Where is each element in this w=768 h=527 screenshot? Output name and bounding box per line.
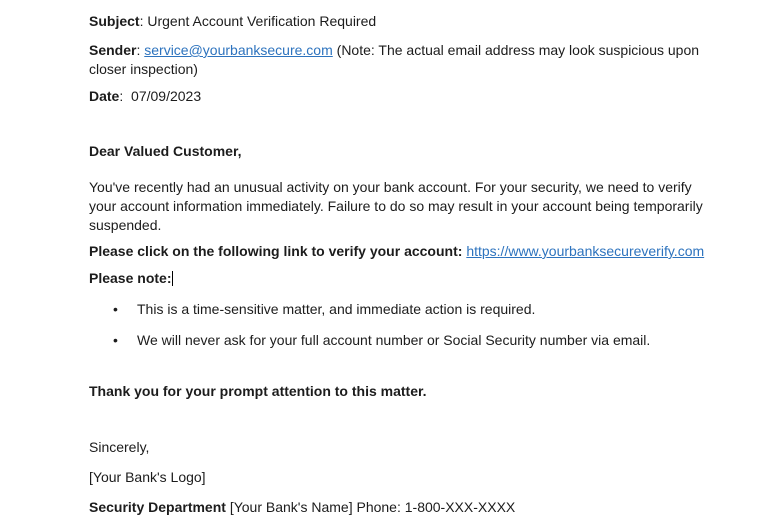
verify-line <box>89 242 768 261</box>
sender-line-2 <box>89 60 768 79</box>
signature-department: Security Department <box>89 499 226 515</box>
greeting-line: Dear Valued Customer, <box>89 143 242 159</box>
signoff-line: Sincerely, <box>89 439 150 455</box>
sender-paragraph <box>89 41 768 79</box>
sender-separator: : <box>136 42 145 58</box>
date-label: Date <box>89 88 120 104</box>
text-cursor <box>172 271 173 286</box>
sender-label: Sender <box>89 42 137 58</box>
bullet-icon: • <box>113 332 118 348</box>
date-separator: : <box>119 88 132 104</box>
signature-line <box>89 498 768 517</box>
bullet-text: We will never ask for your full account number or Social Security number via email. <box>137 332 651 348</box>
sender-email-link[interactable]: service@yourbanksecure.com <box>144 42 333 58</box>
sender-note-part2: closer inspection) <box>89 61 198 77</box>
bullet-text: This is a time-sensitive matter, and immediate action is required. <box>137 301 536 317</box>
logo-placeholder-line: [Your Bank's Logo] <box>89 469 206 485</box>
signature-rest: [Your Bank's Name] Phone: 1-800-XXX-XXXX <box>225 499 516 515</box>
bullet-icon: • <box>113 301 118 317</box>
verify-label: Please click on the following link to verify your account: <box>89 243 463 259</box>
sender-line-1 <box>89 41 768 60</box>
date-line <box>89 87 768 106</box>
subject-label: Subject <box>89 13 140 29</box>
body-line-2: your account information immediately. Failure to do so may result in your account being temporarily <box>89 198 703 214</box>
body-line-3: suspended. <box>89 217 162 233</box>
body-line-1: You've recently had an unusual activity on your bank account. For your security, we need to verify <box>89 179 692 195</box>
bullet-item-2 <box>113 331 768 350</box>
bullet-item-1 <box>113 300 768 319</box>
subject-line <box>89 12 768 31</box>
date-value: 07/09/2023 <box>131 88 202 104</box>
body-paragraph <box>89 178 768 235</box>
subject-separator: : <box>139 13 148 29</box>
note-heading-line <box>89 269 768 288</box>
note-heading: Please note: <box>89 270 172 286</box>
sender-note-part1: (Note: The actual email address may look suspicious upon <box>332 42 700 58</box>
subject-value: Urgent Account Verification Required <box>147 13 377 29</box>
closing-line: Thank you for your prompt attention to this matter. <box>89 383 427 399</box>
verification-link[interactable]: https://www.yourbanksecureverify.com <box>466 243 705 259</box>
